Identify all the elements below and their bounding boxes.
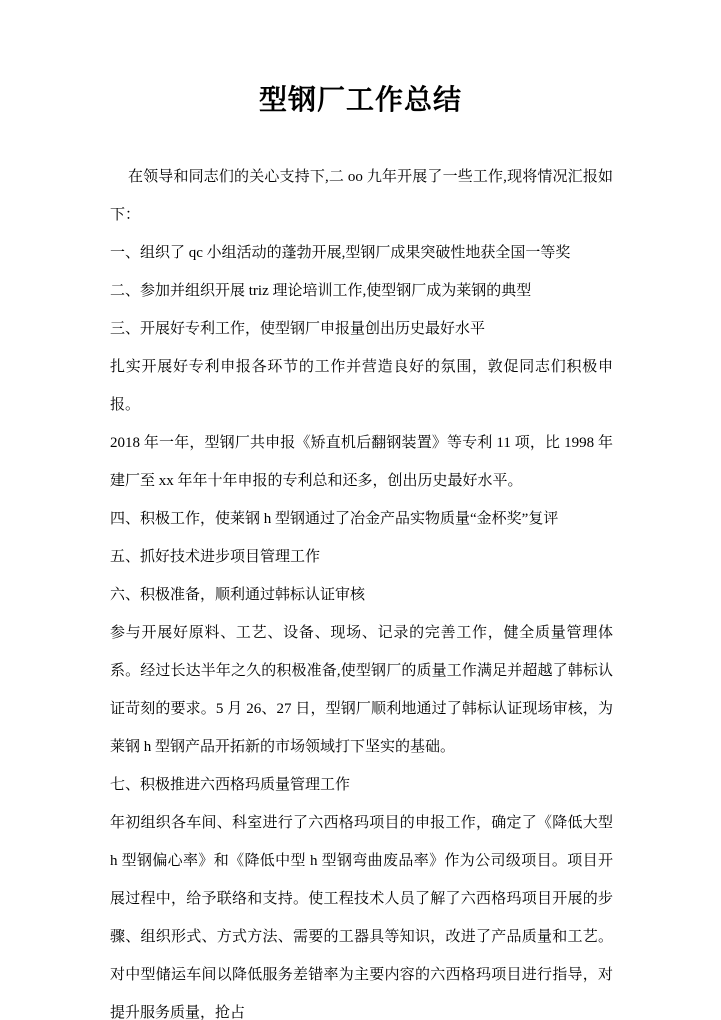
paragraph-body-patent-2: 2018 年一年，型钢厂共申报《矫直机后翻钢装置》等专利 11 项，比 1998 年建厂至 xx 年年十年申报的专利总和还多，创出历史最好水平。	[110, 435, 613, 489]
paragraph-heading-7: 七、积极推进六西格玛质量管理工作	[110, 777, 351, 793]
paragraph-heading-1: 一、组织了 qc 小组活动的蓬勃开展,型钢厂成果突破性地获全国一等奖	[110, 245, 571, 261]
paragraph-heading-4: 四、积极工作，使莱钢 h 型钢通过了冶金产品实物质量“金杯奖”复评	[110, 511, 559, 527]
paragraph-body-certification: 参与开展好原料、工艺、设备、现场、记录的完善工作，健全质量管理体系。经过长达半年之久的积极准备,使型钢厂的质量工作满足并超越了韩标认证苛刻的要求。5 月 26、27 日，型钢厂顺利地通过了韩标认证现场审核，为莱钢 h 型钢产品开拓新的市场领域打下坚实的基础。	[110, 625, 613, 755]
paragraph-heading-6: 六、积极准备，顺利通过韩标认证审核	[110, 587, 366, 603]
paragraph-body-patent-1: 扎实开展好专利申报各环节的工作并营造良好的氛围，敦促同志们积极申报。	[110, 359, 613, 413]
paragraph-body-sixsigma: 年初组织各车间、科室进行了六西格玛项目的申报工作，确定了《降低大型 h 型钢偏心率》和《降低中型 h 型钢弯曲废品率》作为公司级项目。项目开展过程中，给予联络和支持。使工程技术人员了解了六西格玛项目开展的步骤、组织形式、方式方法、需要的工器具等知识，改进了产品质量和工艺。对中型储运车间以降低服务差错率为主要内容的六西格玛项目进行指导，对提升服务质量，抢占	[110, 815, 613, 1020]
paragraph-heading-2: 二、参加并组织开展 triz 理论培训工作,使型钢厂成为莱钢的典型	[110, 283, 532, 299]
paragraph-heading-5: 五、抓好技术进步项目管理工作	[110, 549, 321, 565]
paragraph-intro: 在领导和同志们的关心支持下,二 oo 九年开展了一些工作,现将情况汇报如下：	[110, 169, 613, 223]
paragraph-heading-3: 三、开展好专利工作，使型钢厂申报量创出历史最好水平	[110, 321, 486, 337]
document-body	[110, 158, 613, 1020]
document-title: 型钢厂工作总结	[258, 85, 462, 116]
